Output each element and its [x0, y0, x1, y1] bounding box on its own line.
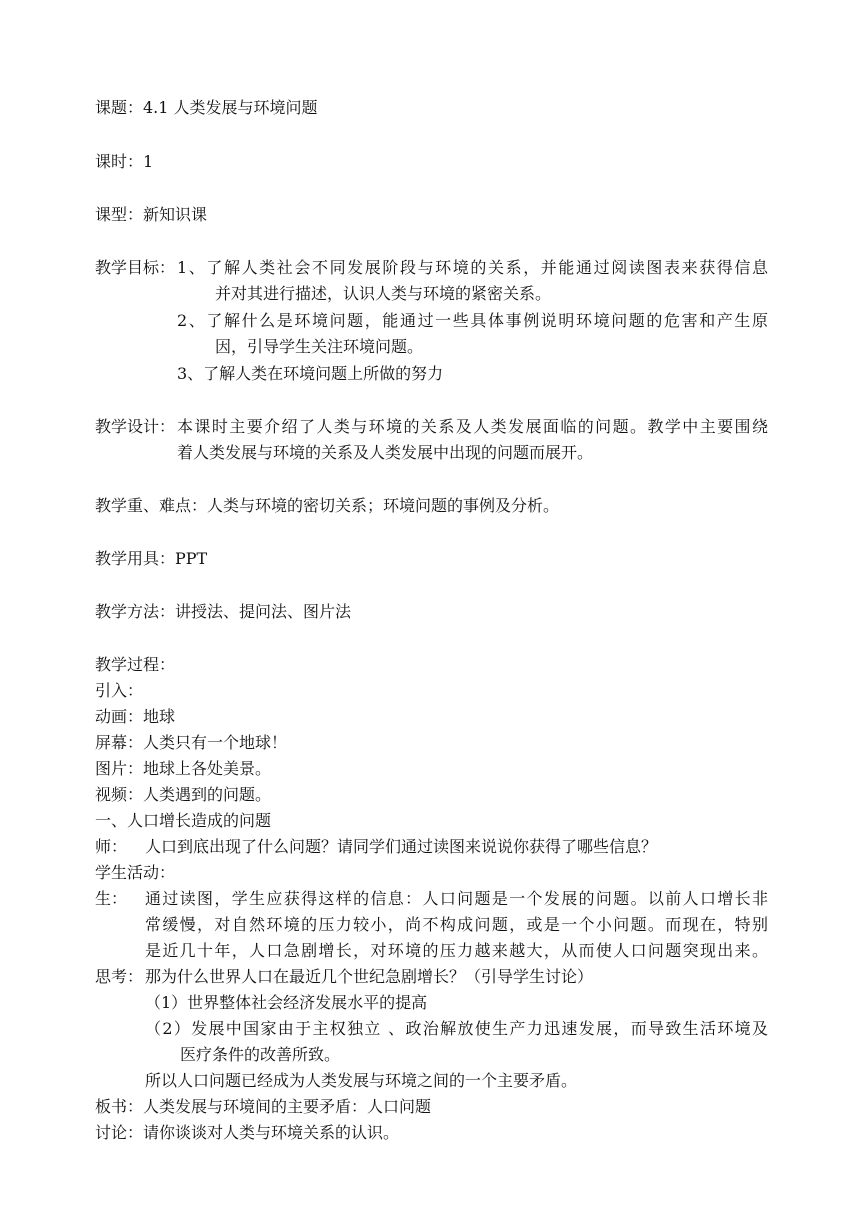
teacher-question: 人口到底出现了什么问题？请同学们通过读图来说说你获得了哪些信息？	[145, 837, 658, 856]
board-note: 板书：人类发展与环境间的主要矛盾：人口问题	[95, 1097, 432, 1116]
lesson-topic: 课题：4.1 人类发展与环境问题	[95, 98, 318, 117]
think-question: 那为什么世界人口在最近几个世纪急剧增长？（引导学生讨论）	[145, 967, 594, 986]
reason-1: （1）世界整体社会经济发展水平的提高	[145, 993, 428, 1012]
conclusion: 所以人口问题已经成为人类发展与环境之间的一个主要矛盾。	[145, 1071, 578, 1090]
process-heading: 教学过程：	[95, 655, 176, 674]
lesson-type: 课型：新知识课	[95, 205, 208, 224]
key-points: 教学重、难点：人类与环境的密切关系；环境问题的事例及分析。	[95, 496, 560, 515]
process-intro: 引入：	[95, 681, 144, 700]
teaching-tools: 教学用具：PPT	[95, 549, 208, 568]
design-line-2: 着人类发展与环境的关系及人类发展中出现的问题而展开。	[177, 443, 594, 462]
student-activity-label: 学生活动：	[95, 863, 176, 882]
objective-3: 3、了解人类在环境问题上所做的努力	[177, 364, 444, 383]
reason-2-line-2: 医疗条件的改善所致。	[180, 1045, 341, 1064]
student-answer-line-3: 是近几十年，人口急剧增长，对环境的压力越来越大，从而使人口问题突现出来。	[145, 941, 768, 960]
design-label: 教学设计：	[95, 417, 176, 436]
teacher-label: 师：	[95, 837, 128, 856]
reason-2-line-1: （2）发展中国家由于主权独立 、政治解放使生产力迅速发展，而导致生活环境及	[145, 1019, 768, 1038]
teaching-methods: 教学方法：讲授法、提问法、图片法	[95, 602, 352, 621]
objective-1-line-1: 1、了解人类社会不同发展阶段与环境的关系，并能通过阅读图表来获得信息	[177, 258, 768, 277]
objective-1-line-2: 并对其进行描述，认识人类与环境的紧密关系。	[215, 284, 552, 303]
student-answer-line-1: 通过读图，学生应获得这样的信息：人口问题是一个发展的问题。以前人口增长非	[145, 889, 768, 908]
process-animation: 动画：地球	[95, 707, 176, 726]
discussion-prompt: 讨论：请你谈谈对人类与环境关系的认识。	[95, 1123, 400, 1142]
lesson-period: 课时：1	[95, 152, 154, 171]
section-population-heading: 一、人口增长造成的问题	[95, 811, 272, 830]
student-label: 生：	[95, 889, 128, 908]
objective-2-line-2: 因，引导学生关注环境问题。	[215, 337, 424, 356]
student-answer-line-2: 常缓慢，对自然环境的压力较小，尚不构成问题，或是一个小问题。而现在，特别	[145, 915, 768, 934]
process-screen: 屏幕：人类只有一个地球！	[95, 733, 288, 752]
objective-2-line-1: 2、了解什么是环境问题，能通过一些具体事例说明环境问题的危害和产生原	[177, 311, 768, 330]
design-line-1: 本课时主要介绍了人类与环境的关系及人类发展面临的问题。教学中主要围绕	[177, 417, 768, 436]
think-label: 思考：	[95, 967, 144, 986]
process-picture: 图片：地球上各处美景。	[95, 759, 272, 778]
objectives-label: 教学目标：	[95, 258, 176, 277]
process-video: 视频：人类遇到的问题。	[95, 785, 272, 804]
